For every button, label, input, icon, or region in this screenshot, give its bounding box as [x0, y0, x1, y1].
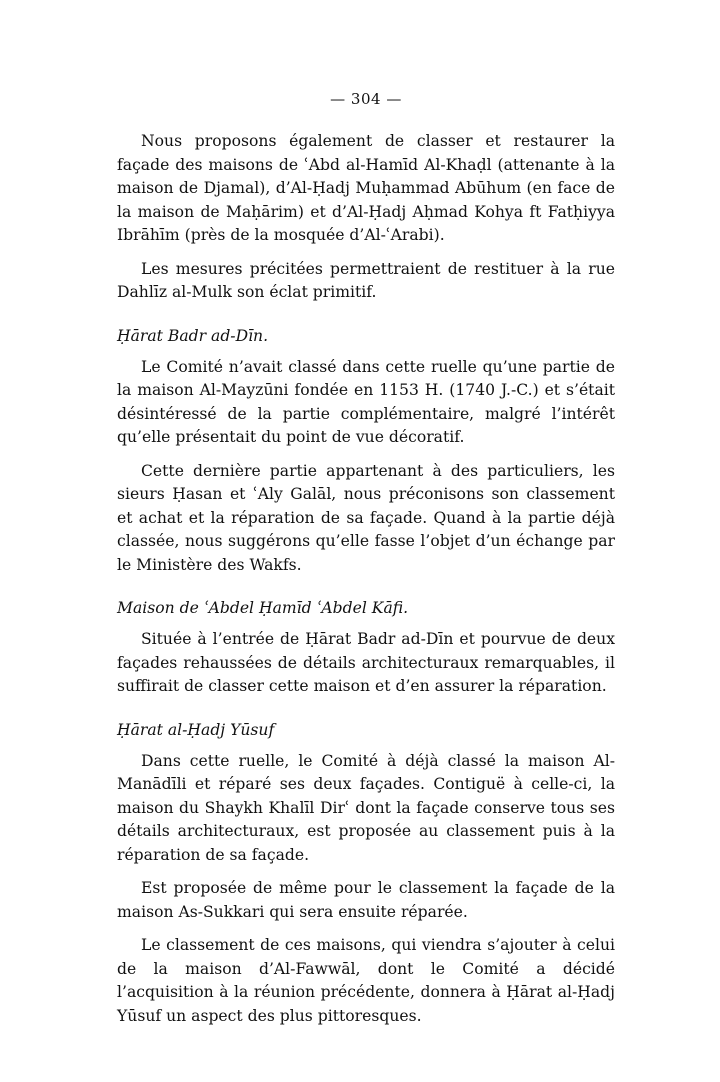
page-number: — 304 —	[330, 90, 402, 108]
heading-harat-badr-ad-din: Ḥārat Badr ad-Dīn.	[117, 326, 269, 345]
paragraph-maison-al-mayzuni: Le Comité n’avait classé dans cette ruelle qu’une partie de la maison Al-Mayzūni fondée en 1153 H. (1740 J.-C.) et s’était désintéressé de la partie complémentaire, malgré l’intérêt qu’elle présentait du point de vue décoratif.	[117, 357, 615, 446]
paragraph-dahliz-al-mulk: Les mesures précitées permettraient de restituer à la rue Dahlīz al-Mulk son éclat primitif.	[117, 259, 615, 301]
paragraph-partie-particuliers: Cette dernière partie appartenant à des particuliers, les sieurs Ḥasan et ʿAly Galāl, nous préconisons son classement et achat et la réparation de sa façade. Quand à la partie déjà classée, nous suggérons qu’elle fasse l’objet d’un échange par le Ministère des Wakfs.	[117, 461, 615, 574]
paragraph-maison-al-manadili: Dans cette ruelle, le Comité à déjà classé la maison Al-Manādīli et réparé ses deux façades. Contiguë à celle-ci, la maison du Shaykh Khalīl Dirʿ dont la façade conserve tous ses détails architecturaux, est proposée au classement puis à la réparation de sa façade.	[117, 751, 615, 864]
paragraph-facades-proposal: Nous proposons également de classer et restaurer la façade des maisons de ʿAbd al-Hamīd Al-Khaḍl (attenante à la maison de Djamal), d’Al-Ḥadj Muḥammad Abūhum (en face de la maison de Maḥārim) et d’Al-Ḥadj Aḥmad Kohya ft Fatḥiyya Ibrāhīm (près de la mosquée d’Al-ʿArabi).	[117, 132, 615, 244]
heading-maison-abdel-hamid: Maison de ʿAbdel Ḥamīd ʿAbdel Kāfi.	[117, 599, 409, 617]
paragraph-classement-maisons: Le classement de ces maisons, qui viendra s’ajouter à celui de la maison d’Al-Fawwāl, dont le Comité a décidé l’acquisition à la réunion précédente, donnera à Ḥārat al-Ḥadj Yūsuf un aspect des plus pittoresques.	[117, 936, 615, 1025]
heading-harat-al-hadj-yusuf: Ḥārat al-Ḥadj Yūsuf	[117, 720, 275, 739]
document-page	[117, 90, 615, 1038]
paragraph-maison-as-sukkari: Est proposée de même pour le classement la façade de la maison As-Sukkari qui sera ensuite réparée.	[117, 879, 615, 921]
paragraph-situee-entree: Située à l’entrée de Ḥārat Badr ad-Dīn et pourvue de deux façades rehaussées de détails architecturaux remarquables, il suffirait de classer cette maison et d’en assurer la réparation.	[117, 630, 615, 695]
